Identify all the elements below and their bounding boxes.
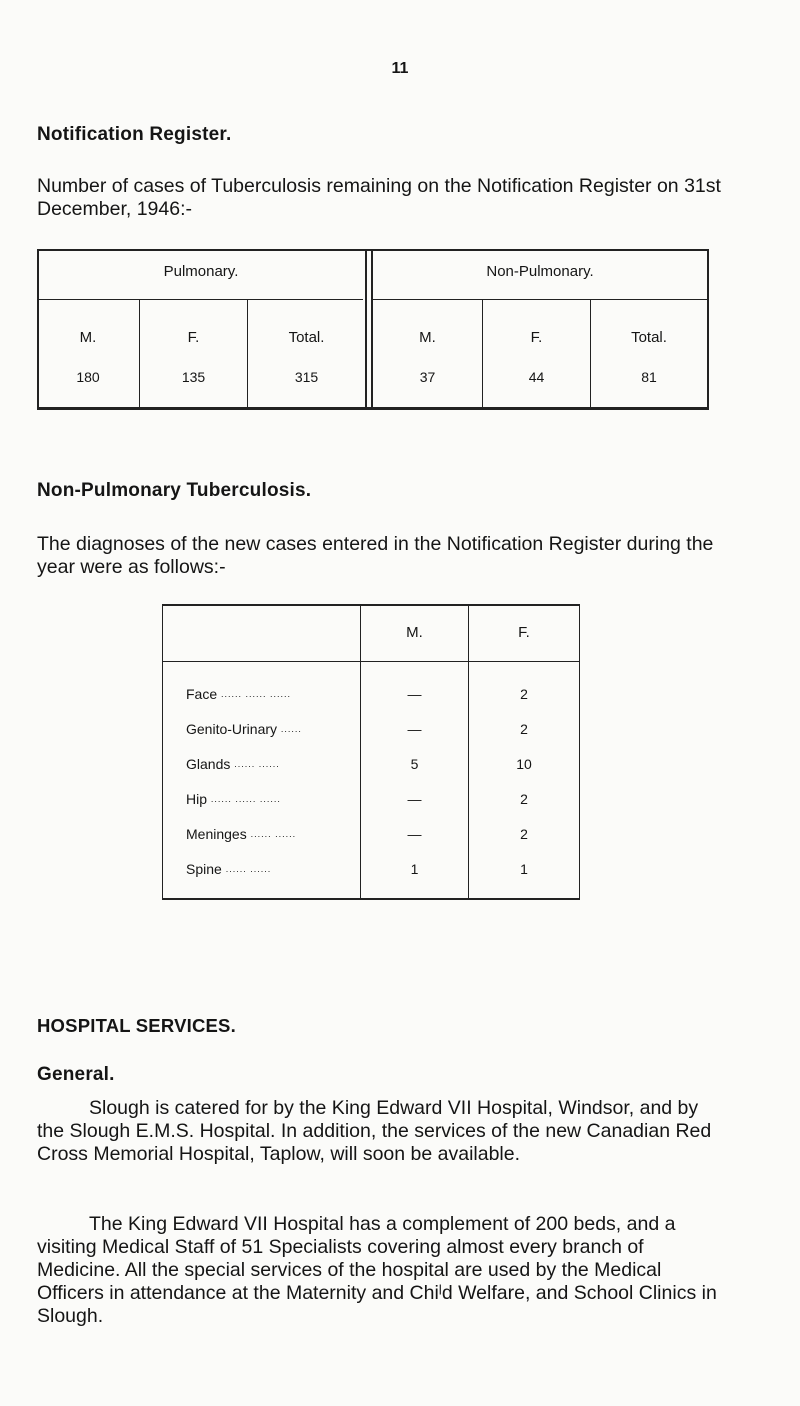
row-label — [186, 861, 271, 877]
row-leader-dots: ...... ...... — [225, 864, 272, 874]
row-f-value: 2 — [520, 721, 528, 737]
row-leader-dots: ...... ...... ...... — [221, 689, 292, 699]
row-leader-dots: ...... ...... — [250, 829, 297, 839]
col-pulmonary-m: M. — [79, 329, 97, 346]
non-pulmonary-intro: The diagnoses of the new cases entered in the Notification Register during the year were as follows:- — [37, 533, 714, 578]
diagnoses-table — [162, 604, 580, 900]
row-label-text: Glands — [186, 756, 231, 772]
non-pulmonary-heading: Non-Pulmonary Tuberculosis. — [37, 480, 312, 501]
group-non-pulmonary: Non-Pulmonary. — [486, 263, 594, 280]
col-pulmonary-f: F. — [187, 329, 200, 346]
row-m-value: — — [407, 686, 422, 702]
row-leader-dots: ...... ...... ...... — [210, 794, 281, 804]
row-label — [186, 686, 291, 702]
row-f-value: 10 — [516, 756, 532, 772]
col-non-pulmonary-f: F. — [530, 329, 543, 346]
notification-register-heading: Notification Register. — [37, 124, 232, 145]
row-label-text: Genito-Urinary — [186, 721, 278, 737]
value-non-pulmonary-total: 81 — [641, 369, 657, 385]
hospital-paragraph-1: Slough is catered for by the King Edward VII Hospital, Windsor, and by the Slough E.M.S. Hospital. In addition, the services of the new Canadian Red Cross Memorial Hospital, Taplow, will soon be available. — [37, 1097, 712, 1165]
col-f: F. — [518, 624, 530, 641]
row-label — [186, 826, 296, 842]
register-table — [37, 249, 709, 410]
page-number: 11 — [391, 60, 409, 77]
row-f-value: 1 — [520, 861, 528, 877]
row-label-text: Face — [186, 686, 218, 702]
value-non-pulmonary-f: 44 — [528, 369, 545, 385]
row-f-value: 2 — [520, 686, 528, 702]
value-non-pulmonary-m: 37 — [419, 369, 436, 385]
group-pulmonary: Pulmonary. — [163, 263, 239, 280]
value-pulmonary-m: 180 — [76, 369, 100, 385]
notification-register-intro: Number of cases of Tuberculosis remaining on the Notification Register on 31st December, 1946:- — [37, 175, 721, 220]
row-label — [186, 791, 281, 807]
value-pulmonary-total: 315 — [294, 369, 319, 385]
col-non-pulmonary-total: Total. — [631, 329, 667, 346]
row-m-value: — — [407, 791, 422, 807]
hospital-services-heading: HOSPITAL SERVICES. — [37, 1015, 236, 1036]
row-m-value: — — [407, 721, 422, 737]
col-pulmonary-total: Total. — [288, 329, 325, 346]
row-label — [186, 721, 302, 737]
row-m-value: — — [407, 826, 422, 842]
row-m-value: 1 — [410, 861, 419, 877]
col-non-pulmonary-m: M. — [419, 329, 436, 346]
row-leader-dots: ...... — [280, 724, 302, 734]
row-label-text: Meninges — [186, 826, 247, 842]
row-leader-dots: ...... ...... — [234, 759, 280, 769]
row-f-value: 2 — [520, 791, 528, 807]
value-pulmonary-f: 135 — [181, 369, 206, 385]
row-label — [186, 756, 280, 772]
row-f-value: 2 — [520, 826, 528, 842]
row-m-value: 5 — [410, 756, 419, 772]
general-subheading: General. — [37, 1064, 115, 1085]
col-m: M. — [406, 624, 423, 641]
row-label-text: Spine — [186, 861, 222, 877]
hospital-paragraph-2: The King Edward VII Hospital has a complement of 200 beds, and a visiting Medical Staff of 51 Specialists covering almost every branch of Medicine. All the special services of the hospital are used by the Medical Officers in attendance at the Maternity and Chiˡd Welfare, and School Clinics in Slough. — [37, 1213, 717, 1327]
row-label-text: Hip — [186, 791, 208, 807]
